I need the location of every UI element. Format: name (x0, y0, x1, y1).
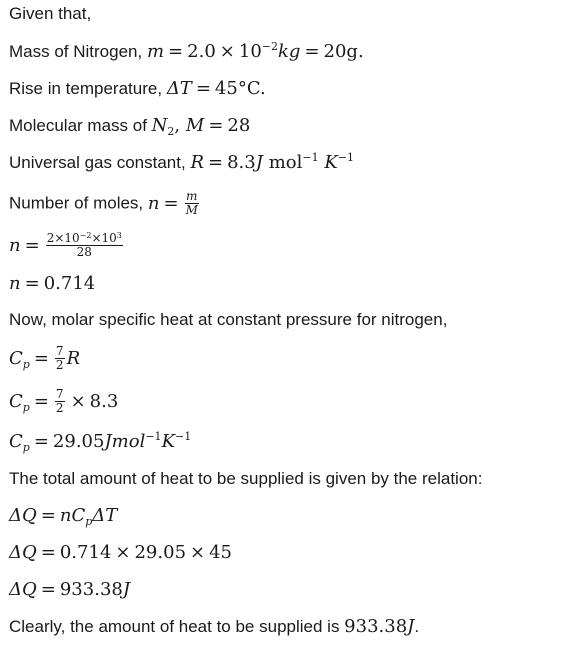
dq1-c: C (71, 505, 86, 526)
cp2-sub: p (22, 400, 30, 414)
cp2-frac-den: 2 (55, 401, 64, 415)
mass-var: m (146, 41, 165, 62)
conclusion-value: 933.38 (344, 616, 408, 637)
conclusion-math (344, 616, 414, 637)
heat-intro-text: The total amount of heat to be supplied is given by the relation: (9, 469, 483, 488)
conclusion-period: . (414, 617, 420, 636)
mass-mantissa: 2.0 (187, 41, 216, 62)
intro-line (9, 4, 586, 24)
cp1-var: C (9, 347, 23, 369)
cp-eq1: $C_p$ = $\frac{7}{2}$ R (9, 344, 81, 372)
cp2-rhs: 8.3 (89, 390, 119, 412)
temp-equation: ΔT = 45°C. (166, 78, 266, 99)
gas-equation: R = 8.3J mol$^{-1}$ $K^{-1}$ (190, 151, 354, 173)
cp-intro-text: Now, molar specific heat at constant pressure for nitrogen, (9, 310, 448, 329)
n-frac-den: 28 (76, 245, 92, 259)
dq-eq1: $\Delta Q = nC_p\Delta T$ (9, 505, 118, 528)
moles-frac-num: m (186, 189, 198, 203)
dq1-c-sub: p (85, 515, 93, 528)
molar-var: M (185, 115, 205, 136)
molar-equation: $N_2$, M = 28 (151, 115, 251, 138)
molar-line (9, 116, 586, 136)
gas-unit-j: J (255, 152, 263, 173)
cp1-sub: p (22, 357, 30, 371)
moles-var: n (147, 192, 160, 214)
n-frac-var: n (9, 234, 21, 256)
cp-eq3: $C_p$ = $29.05Jmol^{-1}K^{-1}$ (9, 430, 192, 454)
dq1-n: n (59, 505, 72, 526)
mass-label: Mass of Nitrogen, (9, 42, 143, 61)
cp1-rhs: R (66, 347, 81, 369)
molar-species-sub: 2 (167, 125, 175, 138)
gas-var: R (190, 152, 204, 173)
molar-species: N (151, 115, 168, 136)
cp3-unit: Jmol (104, 431, 146, 452)
mass-result: 20g. (323, 41, 364, 62)
dq2-a: 0.714 (59, 542, 112, 563)
temp-value: 45°C. (214, 78, 266, 99)
dq3-unit: J (122, 579, 131, 600)
molar-label: Molecular mass of (9, 116, 147, 135)
n-frac-num-exp: −2 (79, 231, 92, 240)
intro-text: Given that, (9, 4, 92, 23)
cp-eq2: $C_p$ = $\frac{7}{2}$ × 8.3 (9, 387, 119, 415)
cp2-var: C (9, 390, 23, 412)
dq3-lhs: ΔQ (9, 579, 37, 600)
n-fraction-equation: n = $\frac{2\times 10^{-2}\times 10^3}{28}$ (9, 231, 122, 259)
n-frac-num-b: ×10 (91, 231, 117, 245)
n-frac-num-exp2: 3 (116, 231, 122, 240)
dq-eq2: ΔQ = 0.714 × 29.05 × 45 (9, 542, 233, 563)
moles-frac-den: M (185, 203, 198, 217)
cp3-value: 29.05 (52, 431, 105, 452)
temp-var: ΔT (166, 78, 192, 99)
cp2-frac-num: 7 (55, 387, 64, 401)
dq1-lhs: ΔQ (9, 505, 37, 526)
dq2-lhs: ΔQ (9, 542, 37, 563)
mass-line (9, 42, 586, 62)
cp3-sub: p (22, 441, 30, 454)
conclusion-text: Clearly, the amount of heat to be supplied is (9, 617, 340, 636)
cp-intro-line (9, 310, 586, 330)
mass-exponent: −2 (261, 40, 278, 53)
n-value: 0.714 (43, 273, 96, 294)
gas-unit-k: K (324, 152, 338, 173)
cp3-exp1: −1 (145, 430, 162, 443)
cp2-times: × (70, 390, 86, 412)
cp3-unit-k: K (161, 431, 176, 452)
gas-exp1: −1 (302, 151, 319, 164)
dq-eq1-line (9, 506, 586, 526)
cp1-fraction (55, 345, 65, 372)
mass-base: 10 (238, 41, 262, 62)
cp-eq2-line (9, 388, 586, 415)
mass-times: × (219, 41, 235, 62)
n-fraction (46, 232, 123, 259)
moles-fraction (185, 190, 199, 217)
n-value-var: n (9, 273, 21, 294)
dq2-c: 45 (209, 542, 233, 563)
gas-value: 8.3 (227, 152, 256, 173)
dq1-dt: ΔT (92, 505, 118, 526)
n-value-line (9, 274, 586, 294)
temp-label: Rise in temperature, (9, 79, 163, 98)
moles-line (9, 190, 586, 217)
mass-unit: kg (278, 41, 301, 62)
temp-line (9, 79, 586, 99)
gas-label: Universal gas constant, (9, 153, 186, 172)
cp-eq1-line (9, 345, 586, 372)
dq-eq3: ΔQ = 933.38J (9, 579, 131, 600)
cp1-frac-den: 2 (55, 358, 64, 372)
n-frac-numerator (46, 232, 123, 246)
cp3-var: C (9, 431, 23, 452)
gas-line (9, 153, 586, 173)
cp1-frac-num: 7 (55, 344, 64, 358)
dq2-times-2: × (190, 542, 206, 563)
moles-label: Number of moles, (9, 193, 144, 213)
heat-intro-line (9, 469, 586, 489)
n-value-equation: n = 0.714 (9, 273, 96, 294)
n-fraction-line (9, 232, 586, 259)
n-frac-num-a: 2×10 (46, 231, 80, 245)
gas-exp2: −1 (337, 151, 354, 164)
dq-eq2-line (9, 543, 586, 563)
dq-eq3-line (9, 580, 586, 600)
gas-unit-mol: mol (268, 152, 303, 173)
dq2-b: 29.05 (134, 542, 187, 563)
molar-value: 28 (227, 115, 251, 136)
dq2-times-1: × (115, 542, 131, 563)
cp3-exp2: −1 (175, 430, 192, 443)
cp2-fraction (55, 388, 65, 415)
conclusion-unit: J (407, 616, 415, 637)
mass-equation: $m = 2.0 \times 10^{-2}kg = 20g$. (146, 40, 364, 62)
dq3-value: 933.38 (59, 579, 123, 600)
conclusion-line (9, 617, 586, 637)
cp-eq3-line (9, 432, 586, 452)
moles-equation: n = $\frac{m}{M}$ (147, 189, 198, 217)
